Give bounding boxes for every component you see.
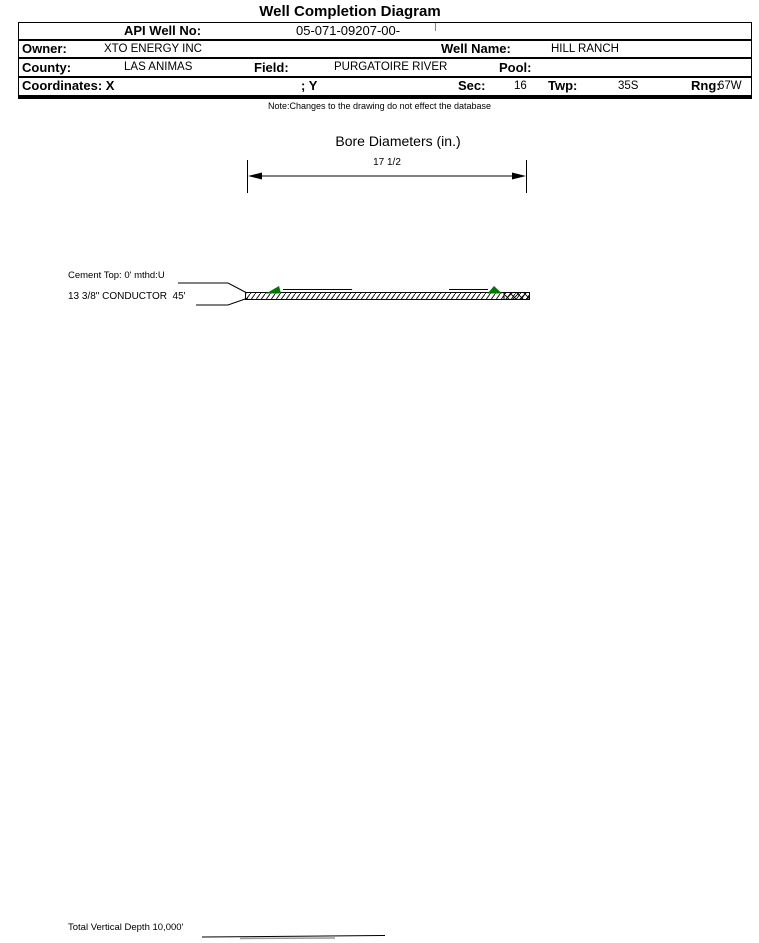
table-row-api (19, 23, 751, 41)
database-note: Note:Changes to the drawing do not effect the database (268, 101, 491, 111)
rng-label: Rng: (691, 78, 721, 93)
annotation-leader-lines (178, 283, 248, 305)
well-info-table (18, 22, 752, 99)
table-row-coordinates (19, 78, 751, 95)
conductor-annotation: 13 3/8" CONDUCTOR 45' (68, 291, 186, 302)
well-name-value: HILL RANCH (551, 43, 619, 55)
county-value: LAS ANIMAS (124, 61, 193, 73)
pool-label: Pool: (499, 60, 532, 75)
page-title: Well Completion Diagram (259, 3, 441, 20)
coordinates-y-label: ; Y (301, 78, 318, 93)
county-label: County: (22, 60, 72, 75)
api-well-no-value: 05-071-09207-00- (296, 23, 401, 38)
api-well-no-label: API Well No: (124, 23, 202, 38)
rng-value: 67W (718, 80, 742, 92)
sec-label: Sec: (458, 78, 486, 93)
twp-value: 35S (618, 80, 639, 92)
total-depth-line (202, 936, 385, 939)
field-value: PURGATOIRE RIVER (334, 61, 448, 73)
bore-diameter-value: 17 1/2 (373, 157, 401, 168)
well-name-label: Well Name: (441, 41, 511, 56)
table-row-county (19, 59, 751, 78)
conductor-casing-bar (246, 290, 530, 300)
field-label: Field: (254, 60, 289, 75)
bore-diameters-title: Bore Diameters (in.) (335, 133, 461, 149)
twp-label: Twp: (548, 78, 578, 93)
cement-top-annotation: Cement Top: 0' mthd:U (68, 270, 165, 281)
total-depth-annotation: Total Vertical Depth 10,000' (68, 922, 184, 933)
owner-value: XTO ENERGY INC (104, 43, 202, 55)
sec-value: 16 (514, 80, 527, 92)
owner-label: Owner: (22, 41, 67, 56)
table-row-owner (19, 41, 751, 59)
coordinates-x-label: Coordinates: X (22, 78, 115, 93)
